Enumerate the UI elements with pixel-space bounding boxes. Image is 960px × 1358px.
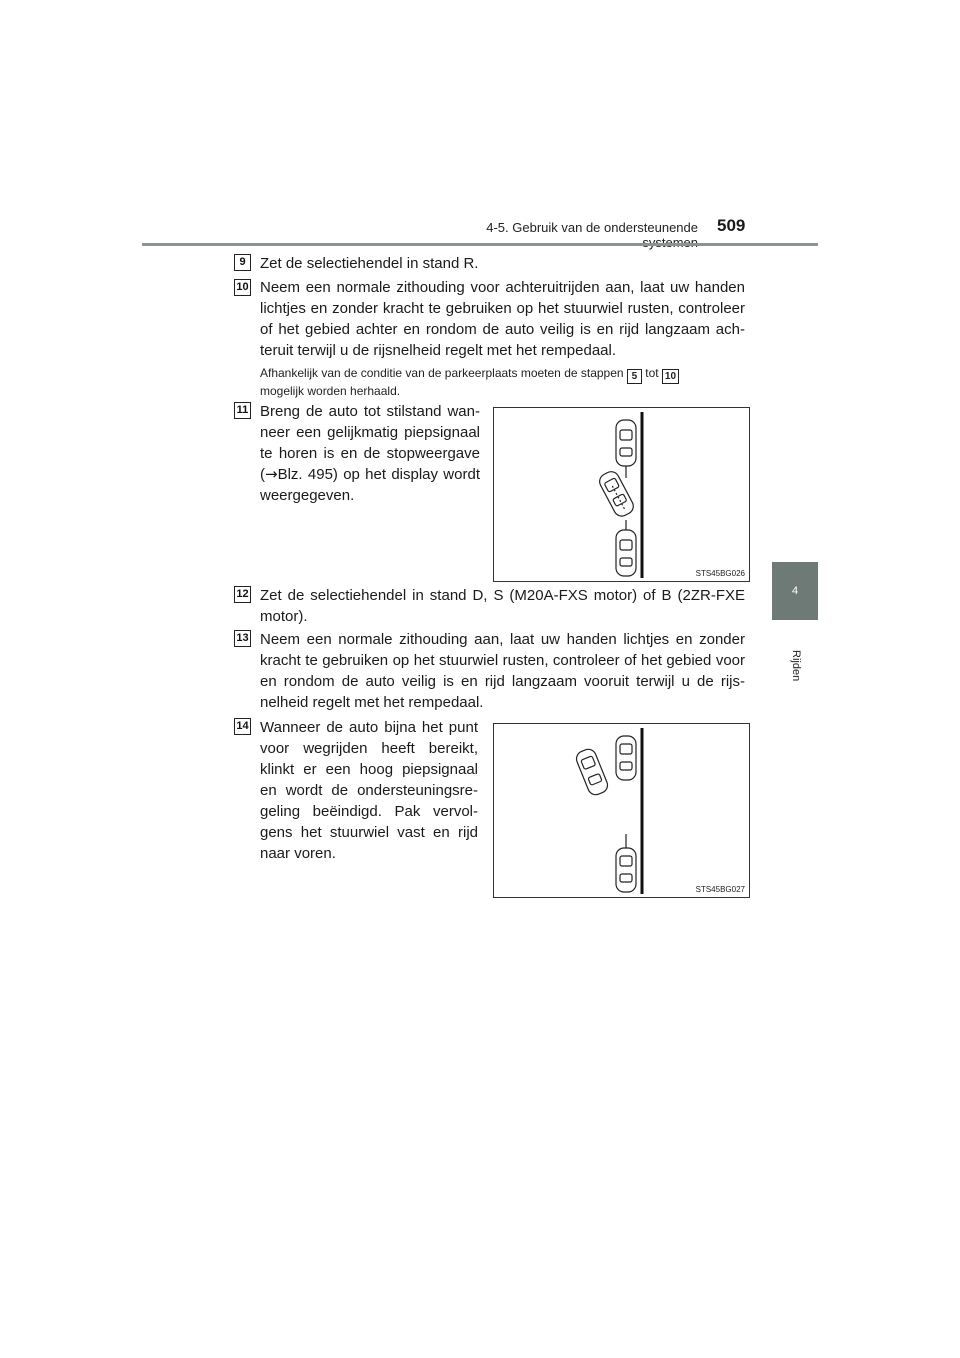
chapter-number: 4	[791, 585, 799, 597]
figure-code: STS45BG026	[695, 569, 745, 578]
step-badge-14: 14	[234, 718, 251, 735]
chapter-tab[interactable]	[772, 562, 818, 620]
chapter-label: Rijden	[790, 650, 802, 682]
header-divider	[142, 243, 818, 246]
parked-car-icon	[616, 736, 636, 780]
repeat-note	[260, 366, 745, 399]
moving-car-icon	[597, 469, 636, 519]
step-badge-9: 9	[234, 254, 251, 271]
step-badge-10: 10	[234, 279, 251, 296]
parking-figure-2	[493, 723, 750, 898]
note-badge-to: 10	[662, 369, 679, 384]
figure-code: STS45BG027	[695, 885, 745, 894]
step-text-13: Neem een normale zithouding aan, laat uw handen lichtjes en zonder kracht te gebruiken op het stuurwiel rusten, controleer of het gebied voor en rondom de auto veilig is en rijd langzaam vooruit terwijl u de rijs-nelheid regelt met het rempedaal.	[260, 631, 745, 711]
note-text-before: Afhankelijk van de conditie van de parkeerplaats moeten de stappen	[260, 366, 624, 380]
parked-car-icon	[616, 420, 636, 478]
step-text-14: Wanneer de auto bijna het punt voor wegrijden heeft bereikt, klinkt er een hoog piepsignaal en wordt de ondersteuningsre-geling beëindigd. Pak vervol-gens het stuurwiel vast en rijd naar voren.	[260, 719, 478, 862]
parked-car-icon	[616, 520, 636, 576]
parked-car-icon	[616, 834, 636, 892]
note-word-to: tot	[645, 366, 659, 380]
section-title: 4-5. Gebruik van de ondersteunende	[486, 220, 698, 235]
parking-diagram-1	[494, 408, 751, 583]
page-number: 509	[717, 216, 746, 235]
parking-diagram-2	[494, 724, 751, 899]
step-text-11: Breng de auto tot stilstand wan-neer een gelijkmatig piepsignaal te horen is en de stopweergave (→Blz. 495) op het display wordt weergegeven.	[260, 403, 480, 504]
step-badge-12: 12	[234, 586, 251, 603]
step-badge-11: 11	[234, 402, 251, 419]
note-text-after: mogelijk worden herhaald.	[260, 384, 401, 398]
parking-figure-1	[493, 407, 750, 582]
note-badge-from: 5	[627, 369, 642, 384]
step-badge-13: 13	[234, 630, 251, 647]
step-text-10: Neem een normale zithouding voor achteruitrijden aan, laat uw handen lichtjes en zonder kracht te gebruiken op het stuurwiel rusten, controleer of het gebied achter en rondom de auto veilig is en rijd langzaam ach-teruit terwijl u de rijsnelheid regelt met het rempedaal.	[260, 279, 745, 359]
step-text-12: Zet de selectiehendel in stand D, S (M20A-FXS motor) of B (2ZR-FXE motor).	[260, 587, 745, 625]
step-text-9: Zet de selectiehendel in stand R.	[260, 255, 479, 272]
departing-car-icon	[574, 747, 610, 797]
